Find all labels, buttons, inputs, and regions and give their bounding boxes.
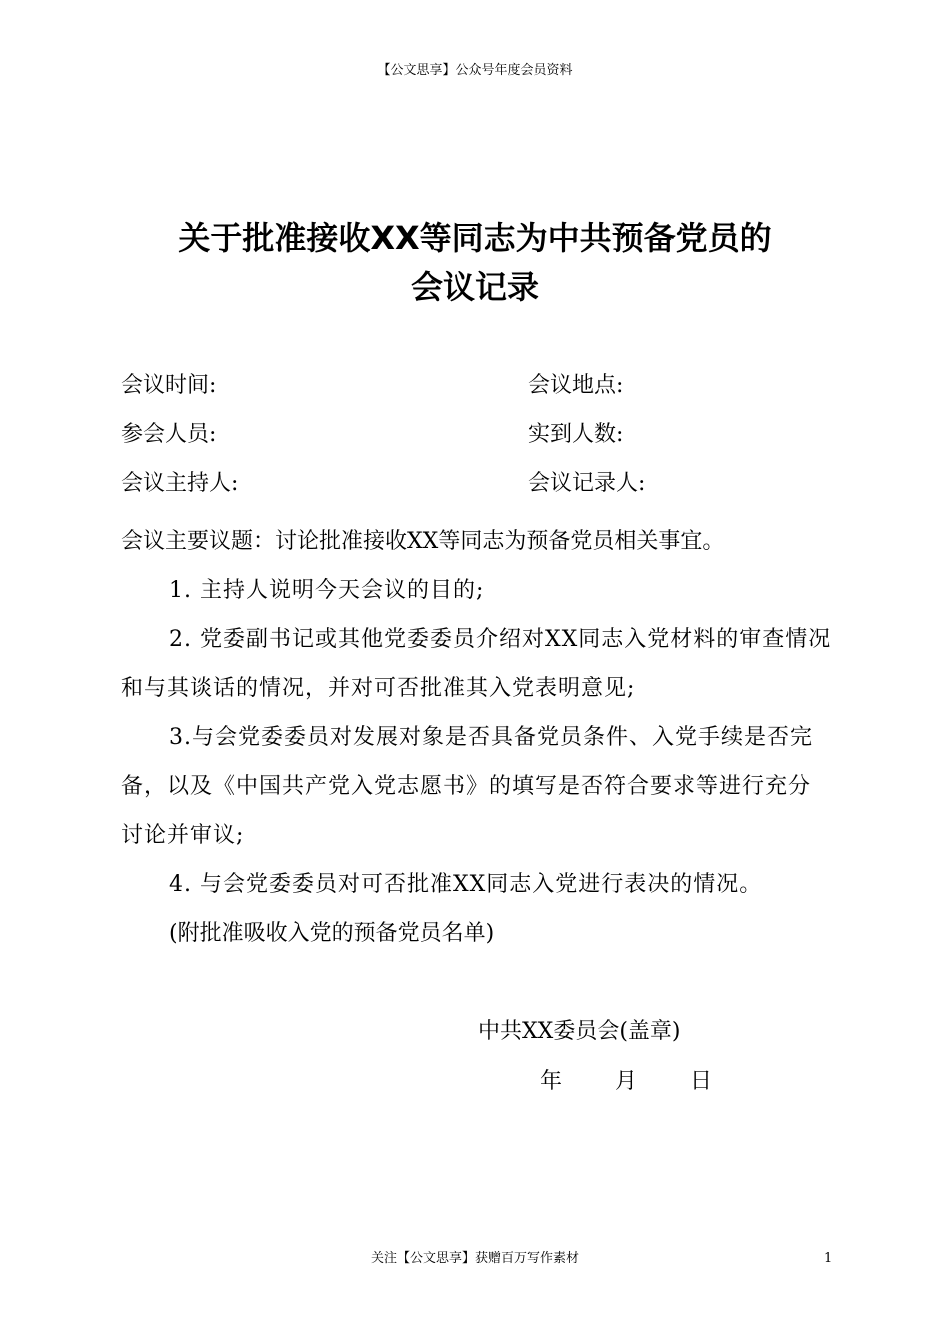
page-number: 1 [824, 1251, 833, 1266]
signature-year: 年 [540, 1069, 563, 1094]
attendees-label: 参会人员: [121, 422, 217, 447]
page-header: 【公文思享】公众号年度会员资料 [377, 63, 573, 78]
recorder-label: 会议记录人: [528, 471, 646, 496]
meeting-info-row-time-place [0, 370, 950, 402]
signature-date [540, 1066, 738, 1098]
agenda-item-1: 1. 主持人说明今天会议的目的; [169, 578, 485, 603]
host-label: 会议主持人: [121, 471, 239, 496]
signature-day: 日 [690, 1069, 713, 1094]
meeting-topic: 会议主要议题：讨论批准接收XX等同志为预备党员相关事宜。 [121, 529, 725, 554]
meeting-place-label: 会议地点: [528, 373, 624, 398]
document-title-line-1: 关于批准接收XX等同志为中共预备党员的 [178, 219, 772, 257]
meeting-info-row-host-recorder [0, 468, 950, 500]
document-title-line-2: 会议记录 [410, 268, 539, 306]
meeting-info-row-attendees [0, 419, 950, 451]
attachment-note: (附批准吸收入党的预备党员名单) [169, 921, 495, 946]
agenda-item-2: 2. 党委副书记或其他党委委员介绍对XX同志入党材料的审查情况和与其谈话的情况，并对可否批准其入党表明意见; [121, 627, 832, 701]
signature-month: 月 [615, 1069, 638, 1094]
signature-organization: 中共XX委员会(盖章) [478, 1019, 681, 1044]
page-footer: 关注【公文思享】获赠百万写作素材 [370, 1251, 579, 1266]
meeting-time-label: 会议时间: [121, 373, 217, 398]
agenda-item-3: 3.与会党委委员对发展对象是否具备党员条件、入党手续是否完备，以及《中国共产党入党志愿书》的填写是否符合要求等进行充分讨论并审议; [121, 725, 813, 848]
actual-count-label: 实到人数: [528, 422, 624, 447]
agenda-item-4: 4. 与会党委委员对可否批准XX同志入党进行表决的情况。 [169, 872, 763, 897]
